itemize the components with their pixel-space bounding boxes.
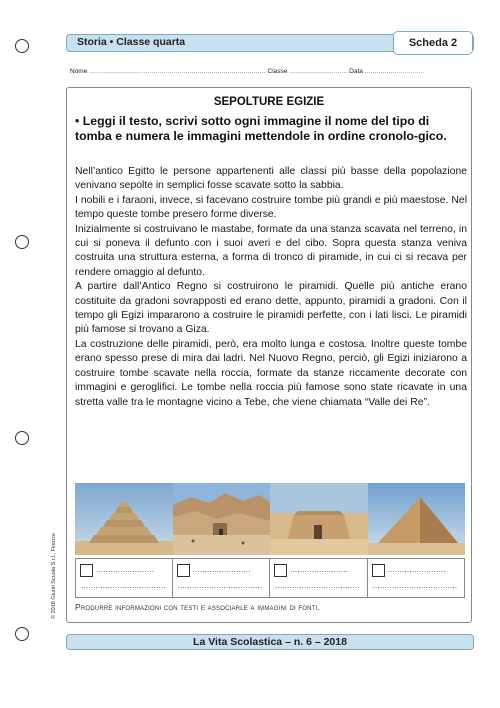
answer-cell (75, 558, 173, 598)
binder-hole (15, 627, 29, 641)
order-checkbox[interactable] (372, 564, 385, 577)
pyramid-of-giza-photo (368, 483, 466, 555)
answer-line[interactable]: ................................... (372, 581, 458, 590)
date-label: Data (349, 68, 363, 75)
answer-line[interactable]: ........................ (387, 565, 446, 574)
answer-line[interactable]: ........................ (192, 565, 251, 574)
answer-line[interactable]: ................................... (177, 581, 263, 590)
answer-cell (270, 558, 368, 598)
name-label: Nome (70, 68, 88, 75)
paragraph: La costruzione delle piramidi, però, era molto lunga e costosa. Inoltre queste tombe erano spesso prese di mira dai ladri. Nel Nuovo Regno, perciò, gli Egizi iniziarono a costruire tombe scavate nella roccia, formate da stanze riccamente decorate con immagini e geroglifici. Le tombe nella roccia più famose sono state ricavate in una stretta valle tra le montagne vicino a Tebe, che viene chiamata “Valle dei Re”. (75, 338, 467, 408)
paragraph: Nell’antico Egitto le persone appartenenti alle classi più basse della popolazione venivano sepolte in semplici fosse scavate sotto la sabbia. (75, 166, 467, 192)
binder-hole (15, 431, 29, 445)
student-info-row (70, 68, 470, 75)
paragraph: I nobili e i faraoni, invece, si facevano costruire tombe più grandi e più maestose. Nel tempo queste tombe presero forme diverse. (75, 194, 467, 221)
mastaba-photo (270, 483, 368, 555)
photo-strip (75, 483, 465, 555)
class-field[interactable]: ............................. (289, 68, 348, 75)
answer-line[interactable]: ................................... (275, 581, 360, 590)
order-checkbox[interactable] (80, 564, 93, 577)
valley-of-kings-photo (173, 483, 271, 555)
step-pyramid-photo (75, 483, 173, 555)
reading-text (75, 165, 467, 410)
answer-cell (173, 558, 271, 598)
answer-grid (75, 558, 465, 598)
worksheet-label: Scheda 2 (393, 31, 473, 55)
subject-label: Storia • Classe quarta (77, 36, 186, 48)
binder-hole (15, 235, 29, 249)
answer-line[interactable]: ........................ (96, 565, 155, 574)
answer-line[interactable]: ................................... (81, 581, 166, 590)
copyright-notice: © 2018 Giunti Scuola S.r.l., Firenze (51, 533, 57, 619)
name-field[interactable]: ........................................................................................ (89, 68, 266, 75)
paragraph: A partire dall’Antico Regno si costruirono le piramidi. Quelle più antiche erano costituite da gradoni sovrapposti ed erano dette, appunto, piramidi a gradoni. Con il tempo gli Egizi impararono a costruire le piramidi perfette, con i lati lisci. Le piramidi più famose si trovano a Giza. (75, 281, 467, 336)
instruction-text: • Leggi il testo, scrivi sotto ogni immagine il nome del tipo di tomba e numera le immagini mettendole in ordine cronolo-gico. (75, 114, 447, 144)
answer-cell (368, 558, 466, 598)
answer-line[interactable]: ........................ (290, 565, 349, 574)
page-title: SEPOLTURE EGIZIE (213, 96, 325, 108)
paragraph: Inizialmente si costruivano le mastabe, formate da una stanza scavata nel terreno, in cui si poneva il defunto con i suoi averi e del cibo. Sopra questa stanza veniva costruita una struttura esterna, a forma di tronco di piramide, in cui ci si recava per rendere omaggio al defunto. (75, 223, 467, 278)
learning-goal-note: Produrre informazioni con testi e associarle a immagini di fonti. (75, 602, 320, 612)
class-label: Classe (267, 68, 288, 75)
binder-hole (15, 39, 29, 53)
order-checkbox[interactable] (177, 564, 190, 577)
header-bar (66, 34, 474, 52)
order-checkbox[interactable] (274, 564, 287, 577)
date-field[interactable]: .............................. (364, 68, 425, 75)
worksheet-box (66, 87, 472, 623)
magazine-footer: La Vita Scolastica – n. 6 – 2018 (66, 634, 474, 650)
